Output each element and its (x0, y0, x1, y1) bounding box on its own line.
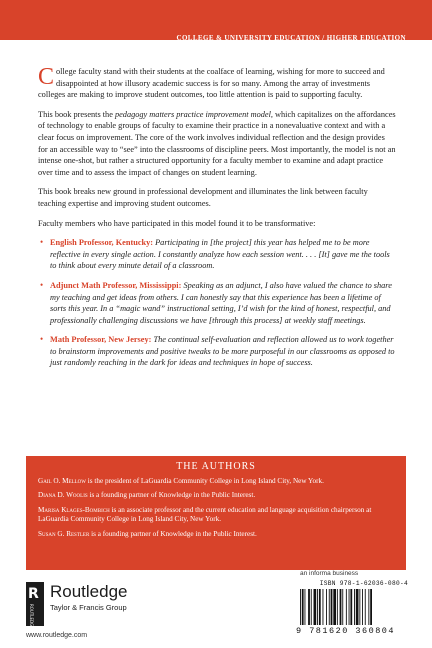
barcode-bar (370, 589, 372, 625)
subject-category: COLLEGE & UNIVERSITY EDUCATION / HIGHER EDUCATION (176, 34, 406, 42)
authors-heading: THE AUTHORS (176, 461, 256, 472)
barcode-bar (326, 589, 327, 625)
publisher-url: www.routledge.com (26, 632, 88, 639)
informa-tagline: an informa business (300, 570, 359, 577)
testimonial-list (38, 237, 396, 369)
isbn-text: ISBN 978-1-62036-080-4 (319, 580, 408, 587)
intro-paragraph-text: ollege faculty stand with their students at the coalface of learning, wishing for more to succeed and disappointed at how illusory academic success is for so many. Among the array of investments colleges are making to improve student outcomes, too little attention is paid to supporting faculty. (38, 67, 385, 100)
barcode-bar (319, 589, 321, 625)
testimonial-text: The continual self-evaluation and reflection allowed us to work together to brainstorm improvements and positive tweaks to be more purposeful in our classrooms as opposed to just randomly reaching in the dark for ideas and techniques in hope of success. (50, 335, 395, 368)
testimonial-item (38, 237, 396, 272)
barcode-bar (340, 589, 342, 625)
testimonial-item (38, 334, 396, 369)
publisher-group: Taylor & Francis Group (50, 603, 127, 612)
author-bio (38, 530, 394, 540)
testimonial-author: Math Professor, New Jersey: (50, 335, 152, 345)
logo-vertical-text: ROUTLEDGE (29, 604, 34, 629)
isbn-barcode (296, 580, 408, 640)
bullet-icon: • (40, 334, 44, 345)
testimonial-text: Speaking as an adjunct, I also have valued the chance to share my teaching and get ideas from others. I can honestly say that this experience has been a lifetime of sorts this year. In a “magic wand” instructional setting, I’d wish for the kind of honest, respectful, and professionally challenging discussions we have [through this process] at weekly staff meetings. (50, 280, 392, 325)
barcode-bar (349, 589, 350, 625)
barcode-bar (314, 589, 317, 625)
bullet-icon: • (40, 237, 44, 248)
barcode-bar (329, 589, 330, 625)
barcode-bar (346, 589, 347, 625)
authors-box (26, 456, 406, 570)
author-bio-text: is a founding partner of Knowledge in the Public Interest. (89, 529, 257, 538)
barcode-bar (308, 589, 310, 625)
author-name: Diana D. Woolis (38, 491, 88, 500)
logo-letter: R (28, 586, 39, 602)
drop-cap: C (38, 64, 55, 90)
model-paragraph-text-b: , which capitalizes on the affordances of technology to enable groups of faculty to examine their practice in a nonevaluative context and with a clear focus on improvement. The core of the work involves individual reflection and the design provides for an accessible way to “see” into the classrooms of discipline peers. Most importantly, the model is not an intense one-shot, but rather a structured opportunity for a faculty member to examine and adapt practice over time and to assess the impact of changes on student learning. (38, 109, 396, 177)
testimonial-item (38, 280, 396, 326)
publisher-logo-area (26, 580, 226, 640)
barcode-bar (311, 589, 312, 625)
barcode-bar (302, 589, 304, 625)
barcode-bar (333, 589, 336, 625)
barcode-bar (354, 589, 355, 625)
author-bio (38, 477, 394, 487)
author-name: Susan G. Restler (38, 529, 90, 538)
bullet-icon: • (40, 279, 44, 290)
author-name: Marisa Klages-Bombich (38, 505, 110, 514)
testimonial-intro: Faculty members who have participated in this model found it to be transformative: (38, 218, 316, 228)
barcode-bar (342, 589, 343, 625)
back-cover-blurb (38, 66, 396, 377)
model-paragraph (38, 109, 396, 179)
author-bio (38, 491, 394, 501)
barcode-bar (368, 589, 369, 625)
barcode-bar (362, 589, 363, 625)
barcode-bar (337, 589, 338, 625)
barcode-bar (300, 589, 301, 625)
barcode-bar (305, 589, 306, 625)
routledge-logo-icon (26, 582, 44, 629)
barcode-number: 9 781620 360804 (296, 626, 396, 636)
testimonial-author: Adjunct Math Professor, Mississippi: (50, 280, 182, 290)
author-bio-text: is an associate professor and the current education and language acquisition chairperson at LaGuardia Community College in Long Island City, New York. (38, 505, 372, 524)
author-bio-text: is the president of LaGuardia Community College in Long Island City, New York. (86, 476, 324, 485)
barcode-bar (359, 589, 360, 625)
testimonial-text: Participating in [the project] this year has helped me to be more reflective in every single action. I constantly analyze how each session went. . . . [It] gave me the tools to think about every minute detail of a classroom. (50, 238, 390, 271)
author-name: Gail O. Mellow (38, 476, 86, 485)
barcode-bar (365, 589, 366, 625)
groundbreaking-paragraph: This book breaks new ground in professional development and illuminates the link between faculty teaching expertise and improving student outcomes. (38, 187, 368, 208)
publisher-name: Routledge (50, 582, 128, 601)
barcode-icon (296, 589, 408, 625)
author-bio-text: is a founding partner of Knowledge in the Public Interest. (87, 491, 256, 500)
barcode-bar (317, 589, 318, 625)
barcode-bar (331, 589, 333, 625)
testimonial-author: English Professor, Kentucky: (50, 238, 154, 248)
barcode-bar (323, 589, 324, 625)
model-name: pedagogy matters practice improvement model (114, 109, 271, 119)
intro-paragraph (38, 66, 396, 101)
barcode-bar (350, 589, 352, 625)
model-paragraph-text-a: This book presents the (38, 109, 115, 119)
barcode-bar (356, 589, 359, 625)
author-bio (38, 506, 394, 525)
